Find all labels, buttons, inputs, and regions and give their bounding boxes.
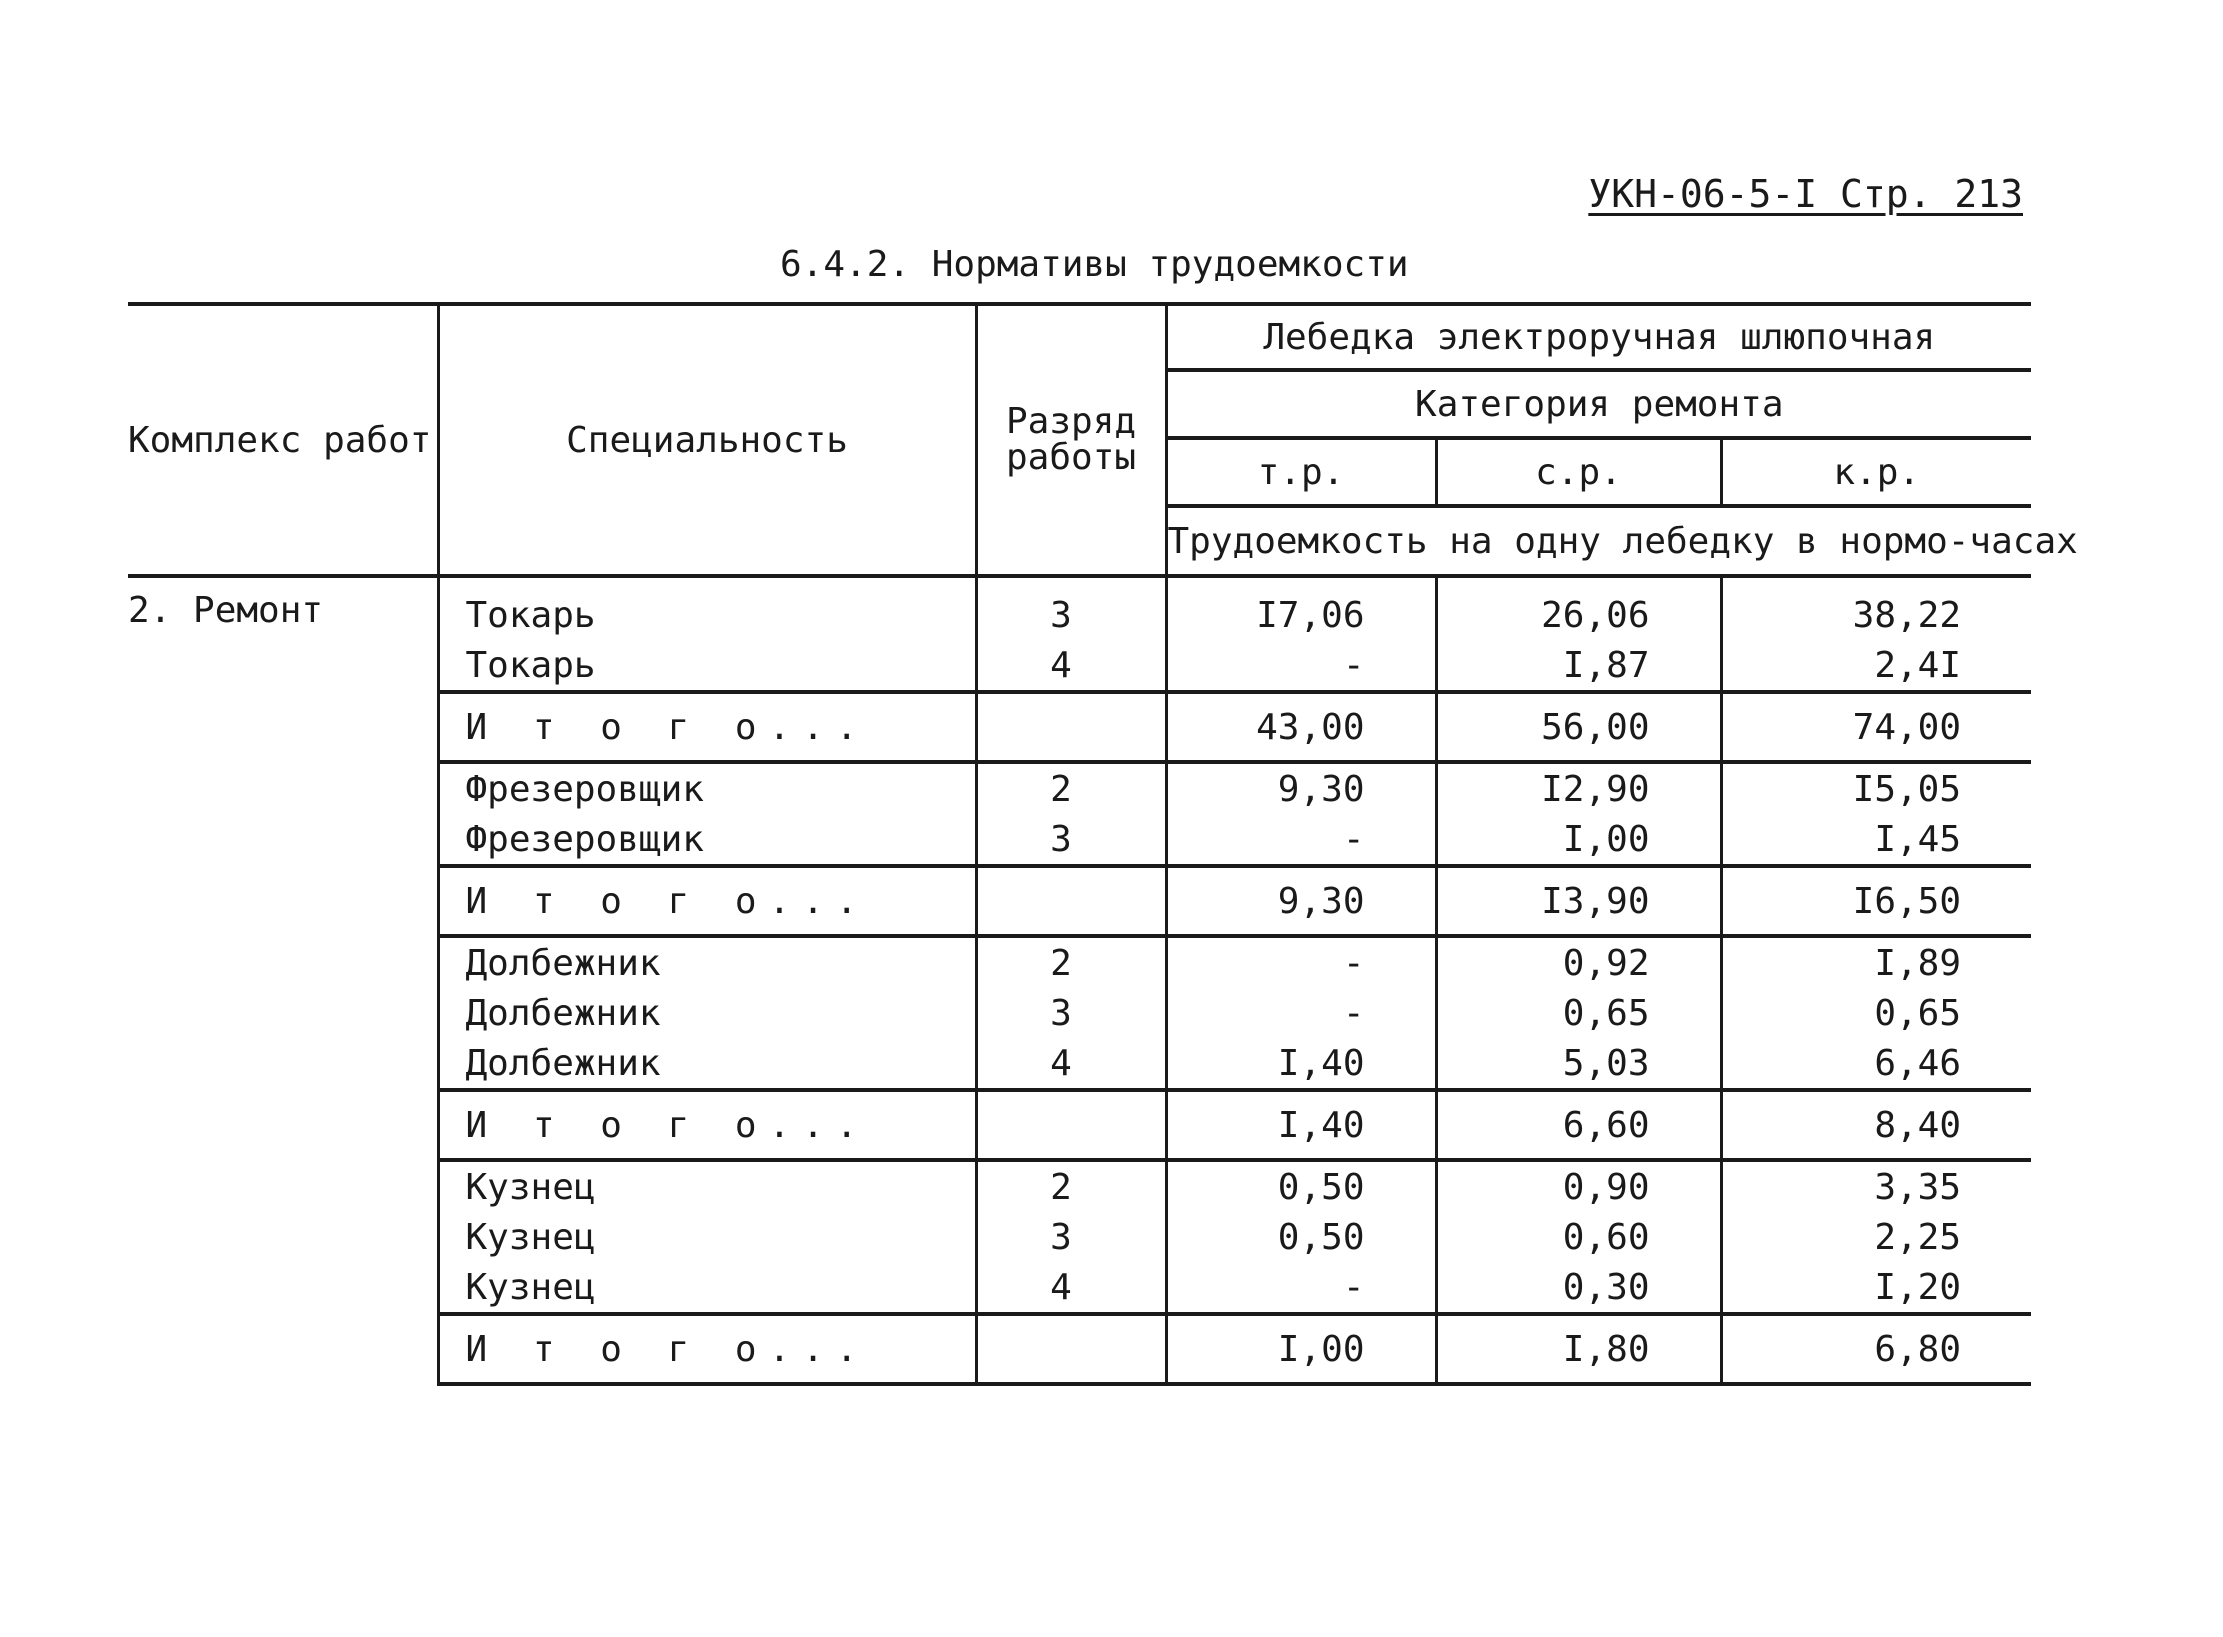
complex-name: 2. Ремонт	[128, 590, 324, 631]
value-sr-cell: 0,30	[1436, 1262, 1721, 1314]
value-tr-cell: -	[1166, 988, 1436, 1038]
value-sr-cell: 0,65	[1436, 988, 1721, 1038]
grade-cell-empty	[976, 1090, 1166, 1160]
total-kr-cell: 8,40	[1721, 1090, 2031, 1160]
value-tr-cell: -	[1166, 1262, 1436, 1314]
specialty-cell: Кузнец	[438, 1160, 976, 1212]
table-title: 6.4.2. Нормативы трудоемкости	[780, 244, 1409, 285]
grade-cell: 4	[976, 1038, 1166, 1090]
value-sr-cell: I2,90	[1436, 762, 1721, 814]
total-sr-cell: 6,60	[1436, 1090, 1721, 1160]
header-complex: Комплекс работ	[128, 304, 438, 576]
value-kr-cell: 2,4I	[1721, 640, 2031, 692]
total-kr-cell: I6,50	[1721, 866, 2031, 936]
total-tr-cell: 9,30	[1166, 866, 1436, 936]
value-kr-cell: 2,25	[1721, 1212, 2031, 1262]
grade-cell: 2	[976, 936, 1166, 988]
specialty-cell: Токарь	[438, 576, 976, 640]
value-tr-cell: 0,50	[1166, 1212, 1436, 1262]
value-kr-cell: 3,35	[1721, 1160, 2031, 1212]
header-grade	[976, 304, 1166, 576]
specialty-cell: Токарь	[438, 640, 976, 692]
value-kr-cell: 6,46	[1721, 1038, 2031, 1090]
value-sr-cell: I,00	[1436, 814, 1721, 866]
value-tr-cell: 0,50	[1166, 1160, 1436, 1212]
document-reference: УКН-06-5-I Стр. 213	[1588, 172, 2023, 216]
specialty-cell: Долбежник	[438, 1038, 976, 1090]
header-equipment: Лебедка электроручная шлюпочная	[1166, 304, 2031, 370]
labor-norms-table	[128, 302, 2078, 1386]
total-label	[438, 866, 976, 936]
value-tr-cell: -	[1166, 936, 1436, 988]
total-label	[438, 1090, 976, 1160]
value-kr-cell: I,20	[1721, 1262, 2031, 1314]
total-tr-cell: I,40	[1166, 1090, 1436, 1160]
specialty-cell: Фрезеровщик	[438, 762, 976, 814]
total-label-text: И т о г о...	[465, 880, 870, 922]
value-kr-cell: I5,05	[1721, 762, 2031, 814]
value-sr-cell: 0,92	[1436, 936, 1721, 988]
value-sr-cell: I,87	[1436, 640, 1721, 692]
grade-cell: 3	[976, 814, 1166, 866]
total-sr-cell: 56,00	[1436, 692, 1721, 762]
value-tr-cell: 9,30	[1166, 762, 1436, 814]
specialty-cell: Долбежник	[438, 936, 976, 988]
value-sr-cell: 26,06	[1436, 576, 1721, 640]
value-tr-cell: I7,06	[1166, 576, 1436, 640]
total-label	[438, 1314, 976, 1384]
specialty-cell: Долбежник	[438, 988, 976, 1038]
grade-cell-empty	[976, 692, 1166, 762]
value-kr-cell: 0,65	[1721, 988, 2031, 1038]
specialty-cell: Кузнец	[438, 1212, 976, 1262]
table-body	[128, 576, 2031, 1384]
value-tr-cell: -	[1166, 814, 1436, 866]
grade-cell: 3	[976, 1212, 1166, 1262]
total-tr-cell: I,00	[1166, 1314, 1436, 1384]
specialty-cell: Фрезеровщик	[438, 814, 976, 866]
header-grade-label: Разряд работы	[1006, 401, 1137, 478]
value-tr-cell: I,40	[1166, 1038, 1436, 1090]
grade-cell-empty	[976, 1314, 1166, 1384]
grade-cell: 2	[976, 1160, 1166, 1212]
total-label-text: И т о г о...	[465, 1328, 870, 1370]
total-sr-cell: I,80	[1436, 1314, 1721, 1384]
total-label	[438, 692, 976, 762]
value-sr-cell: 0,60	[1436, 1212, 1721, 1262]
total-kr-cell: 6,80	[1721, 1314, 2031, 1384]
header-specialty: Специальность	[438, 304, 976, 576]
total-sr-cell: I3,90	[1436, 866, 1721, 936]
header-category-tr: т.р.	[1166, 438, 1436, 506]
total-label-text: И т о г о...	[465, 706, 870, 748]
header-unit: Трудоемкость на одну лебедку в нормо-часах	[1166, 506, 2031, 576]
header-category-kr: к.р.	[1721, 438, 2031, 506]
value-kr-cell: 38,22	[1721, 576, 2031, 640]
total-label-text: И т о г о...	[465, 1104, 870, 1146]
grade-cell: 2	[976, 762, 1166, 814]
grade-cell: 3	[976, 988, 1166, 1038]
grade-cell: 4	[976, 1262, 1166, 1314]
value-kr-cell: I,45	[1721, 814, 2031, 866]
table-header	[128, 304, 2078, 576]
value-sr-cell: 0,90	[1436, 1160, 1721, 1212]
grade-cell: 4	[976, 640, 1166, 692]
specialty-cell: Кузнец	[438, 1262, 976, 1314]
value-sr-cell: 5,03	[1436, 1038, 1721, 1090]
header-category-sr: с.р.	[1436, 438, 1721, 506]
grade-cell-empty	[976, 866, 1166, 936]
grade-cell: 3	[976, 576, 1166, 640]
header-category: Категория ремонта	[1166, 370, 2031, 438]
value-kr-cell: I,89	[1721, 936, 2031, 988]
total-kr-cell: 74,00	[1721, 692, 2031, 762]
table-row	[128, 576, 2031, 640]
value-tr-cell: -	[1166, 640, 1436, 692]
total-tr-cell: 43,00	[1166, 692, 1436, 762]
